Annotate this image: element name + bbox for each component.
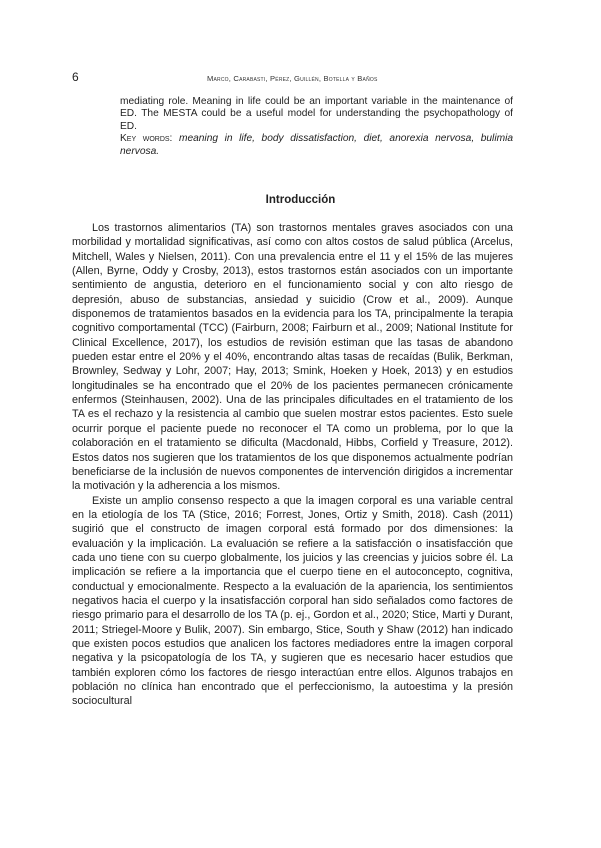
- abstract-continuation: [120, 96, 513, 158]
- keywords-list: meaning in life, body dissatisfaction, diet, anorexia nervosa, bulimia nervosa.: [120, 133, 513, 157]
- paragraph-1: Los trastornos alimentarios (TA) son trastornos mentales graves asociados con una morbilidad y mortalidad significativas, así como con altos costos de salud pública (Arcelus, Mitchell, Wales y Nielsen, 2011). Con una prevalencia entre el 11 y el 15% de las mujeres (Allen, Byrne, Oddy y Crosby, 2013), estos trastornos están asociados con un importante sentimiento de angustia, deterioro en el funcionamiento social y con alto riesgo de depresión, abuso de substancias, ansiedad y suicidio (Crow et al., 2009). Aunque disponemos de tratamientos basados en la evidencia para los TA, principalmente la terapia cognitivo comportamental (TCC) (Fairburn, 2008; Fairburn et al., 2009; National Institute for Clinical Excellence, 2017), los estudios de revisión estiman que las tasas de abandono pueden estar entre el 20% y el 40%, encontrando altas tasas de recaídas (Bulik, Berkman, Brownley, Sedway y Lohr, 2007; Hay, 2013; Smink, Hoeken y Hoek, 2013) y en estudios longitudinales se ha encontrado que el 20% de los pacientes permanecen crónicamente enfermos (Steinhausen, 2002). Una de las principales dificultades en el tratamiento de los TA es el rechazo y la resistencia al cambio que suelen mostrar estos pacientes. Esto suele ocurrir porque el paciente puede no reconocer el TA como un problema, por lo que la colaboración en el tratamiento se dificulta (Macdonald, Hibbs, Corfield y Treasure, 2012). Estos datos nos sugieren que los tratamientos de los que disponemos actualmente podrían beneficiarse de la inclusión de nuevos componentes de intervención dirigidos a incrementar la motivación y la adherencia a los mismos.: [72, 222, 513, 493]
- running-header: Marco, Carabasti, Pérez, Guillén, Botella y Baños: [207, 74, 378, 83]
- abstract-text: mediating role. Meaning in life could be an important variable in the maintenance of ED. The MESTA could be a useful model for understanding the psychopathology of ED.: [120, 96, 513, 132]
- keywords-label: Key words:: [120, 133, 173, 145]
- paragraph-2: Existe un amplio consenso respecto a que la imagen corporal es una variable central en la etiología de los TA (Stice, 2016; Forrest, Jones, Ortiz y Smith, 2018). Cash (2011) sugirió que el constructo de imagen corporal está formado por dos dimensiones: la evaluación y la implicación. La evaluación se refiere a la satisfacción o insatisfacción que cada uno tiene con su cuerpo globalmente, los juicios y las creencias y juicios sobre él. La implicación se refiere a la importancia que el cuerpo tiene en el autoconcepto, cognitiva, conductual y emocionalmente. Respecto a la evaluación de la apariencia, los sentimientos negativos hacia el cuerpo y la insatisfacción corporal han sido señalados como factores de riesgo primario para el desarrollo de los TA (p. ej., Gordon et al., 2020; Stice, Marti y Durant, 2011; Striegel-Moore y Bulik, 2007). Sin embargo, Stice, South y Shaw (2012) han indicado que existen pocos estudios que analicen los factores mediadores entre la imagen corporal negativa y la psicopatología de los TA, y sugieren que es necesario hacer estudios que también exploren cómo los factores de riesgo interactúan entre ellos. Algunos trabajos en población no clínica han encontrado que el perfeccionismo, la autoestima y la presión sociocultural: [72, 494, 513, 708]
- body-text: [72, 221, 513, 709]
- section-heading: Introducción: [265, 194, 336, 206]
- keywords-line: [120, 133, 513, 158]
- page-number: 6: [72, 70, 79, 84]
